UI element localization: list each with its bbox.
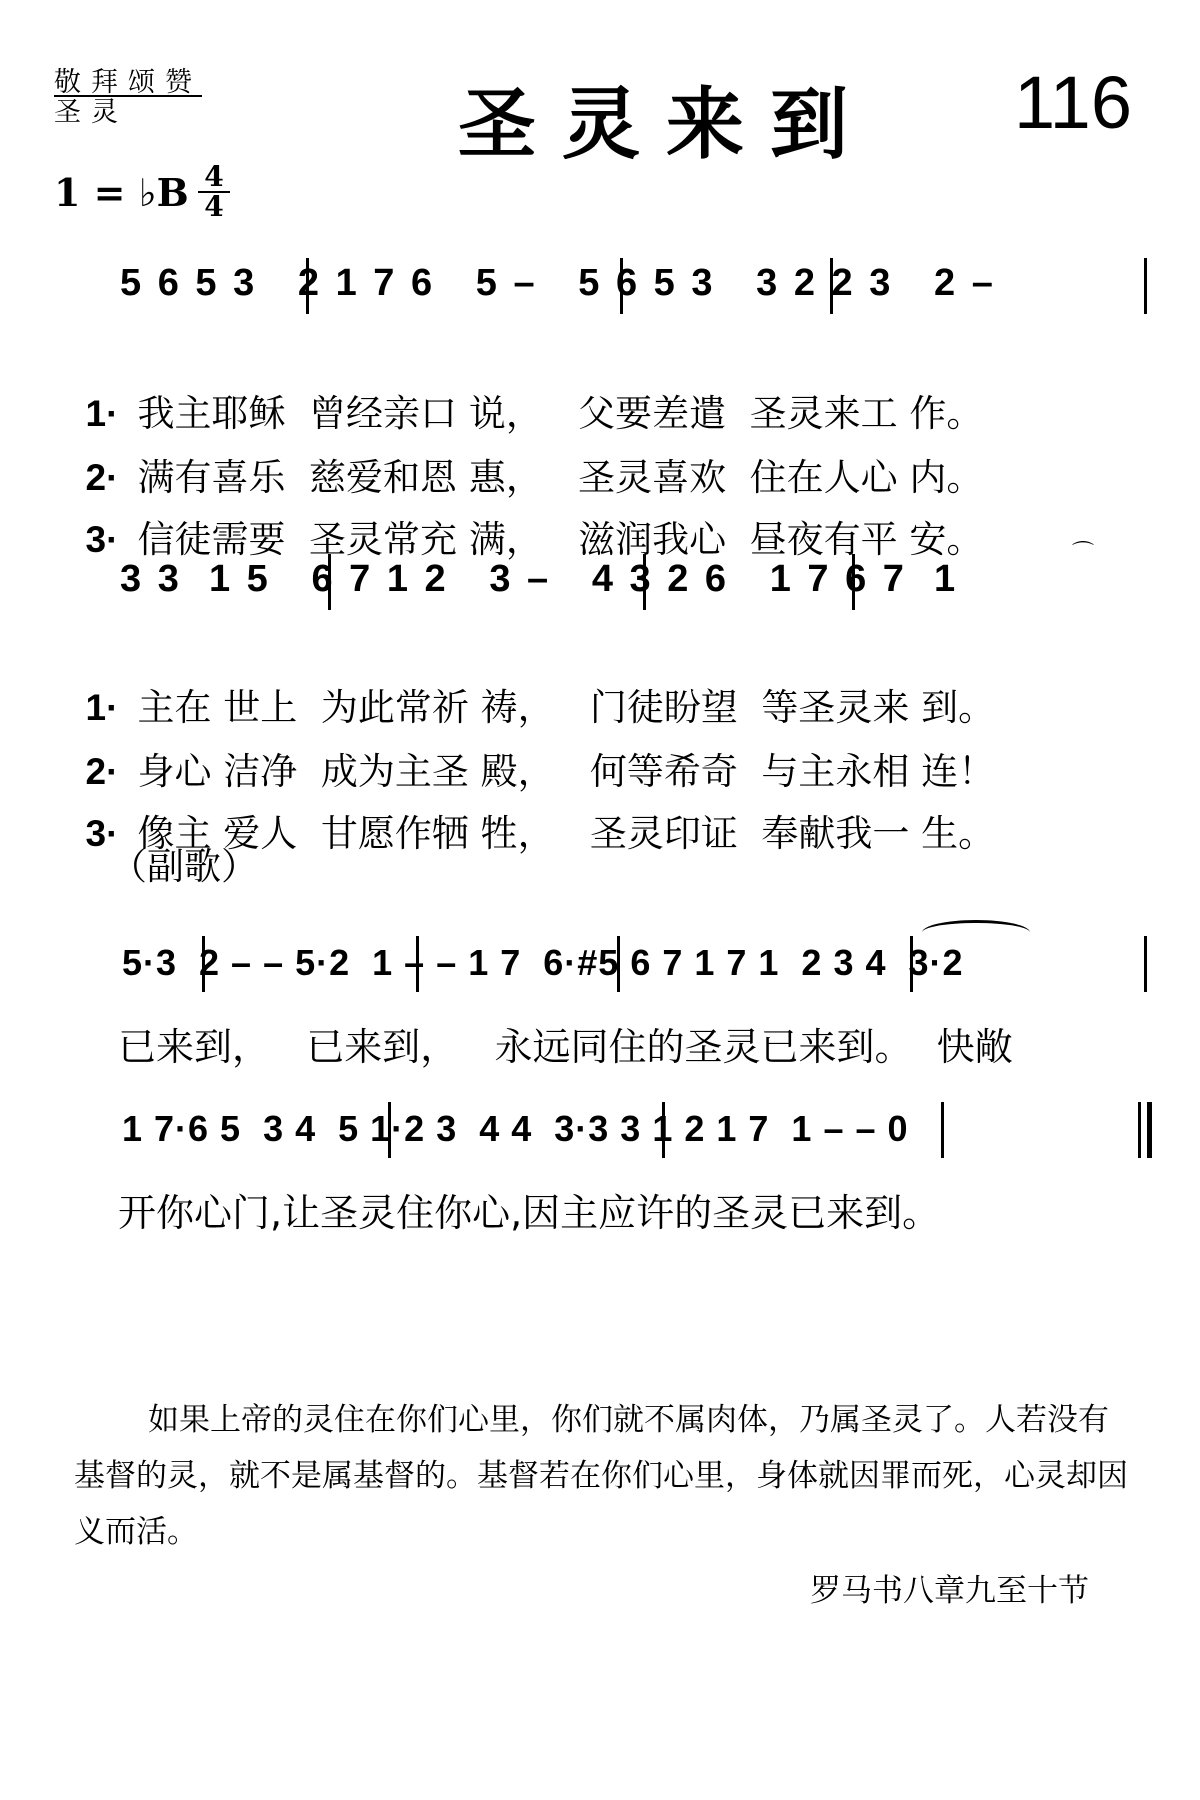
- bar-line: [830, 258, 833, 314]
- chorus-label: （副歌）: [110, 845, 258, 888]
- bar-line: [1144, 936, 1147, 992]
- verse-number: 3·: [85, 813, 119, 854]
- lyric-text: 信徒需要 圣灵常充 满， 滋润我心 昼夜有平 安。: [137, 518, 984, 561]
- bar-line: [620, 258, 623, 314]
- category-label: 敬拜颂赞: [54, 67, 202, 98]
- scripture-text: 如果上帝的灵住在你们心里，你们就不属肉体，乃属圣灵了。人若没有基督的灵，就不是属基督的。基督若在你们心里，身体就因罪而死，心灵却因义而活。: [74, 1402, 1128, 1550]
- verse-number: 2·: [85, 751, 119, 792]
- bar-line: [416, 936, 419, 992]
- subcategory-label: 圣灵: [54, 97, 128, 128]
- notation-line-2: 3 3 1 5 6 7 1 2 3 – 4 3 2 6 1 7 6 7 1: [120, 558, 959, 600]
- fermata-icon: ⌒: [1072, 541, 1095, 566]
- lyric-text: 主在 世上 为此常祈 祷， 门徒盼望 等圣灵来 到。: [137, 686, 996, 729]
- verse-number: 2·: [85, 457, 119, 498]
- key-signature: 1 = ♭B: [54, 170, 189, 215]
- hymn-number: 116: [1014, 61, 1132, 144]
- time-top: 4: [204, 160, 224, 193]
- notation-line-1: 5 6 5 3 2 1 7 6 5 – 5 6 5 3 3 2 2 3 2 –: [120, 262, 996, 304]
- verse-number: 3·: [85, 519, 119, 560]
- bar-line: [388, 1102, 391, 1158]
- time-signature: [198, 160, 230, 223]
- bar-line: [852, 554, 855, 610]
- scripture-reference: 罗马书八章九至十节: [810, 1573, 1089, 1609]
- bar-line: [202, 936, 205, 992]
- time-bottom: 4: [198, 191, 230, 221]
- hymn-title: 圣灵来到: [458, 79, 875, 170]
- lyric-text: 身心 洁净 成为主圣 殿， 何等希奇 与主永相 连！: [137, 750, 996, 793]
- verse-number: 1·: [85, 393, 119, 434]
- chorus-notation-line-2: 1 7·6 5 3 4 5 1·2 3 4 4 3·3 3 1 2 1 7 1 – – 0: [122, 1108, 909, 1149]
- bar-line: [1144, 258, 1147, 314]
- bar-line: [617, 936, 620, 992]
- lyric-text: 像主 爱人 甘愿作牺 牲， 圣灵印证 奉献我一 生。: [137, 812, 996, 855]
- verse-number: 1·: [85, 687, 119, 728]
- bar-line: [643, 554, 646, 610]
- bar-line: [662, 1102, 665, 1158]
- final-double-bar-line: [1138, 1102, 1152, 1158]
- bar-line: [910, 936, 913, 992]
- chorus-notation-line-1: 5·3 2 – – 5·2 1 – – 1 7 6·#5 6 7 1 7 1 2 3 4 3·2: [122, 942, 964, 983]
- chorus-lyric-line-1: 已来到， 已来到， 永远同住的圣灵已来到。 快敞: [118, 1025, 1013, 1069]
- lyric-text: 我主耶稣 曾经亲口 说， 父要差遣 圣灵来工 作。: [137, 392, 984, 435]
- chorus-lyric-line-2: 开你心门,让圣灵住你心,因主应许的圣灵已来到。: [118, 1191, 941, 1235]
- bar-line: [328, 554, 331, 610]
- bar-line: [306, 258, 309, 314]
- lyric-verse-3-line-1: [62, 466, 983, 563]
- bar-line: [941, 1102, 944, 1158]
- lyric-text: 满有喜乐 慈爱和恩 惠， 圣灵喜欢 住在人心 内。: [137, 456, 984, 499]
